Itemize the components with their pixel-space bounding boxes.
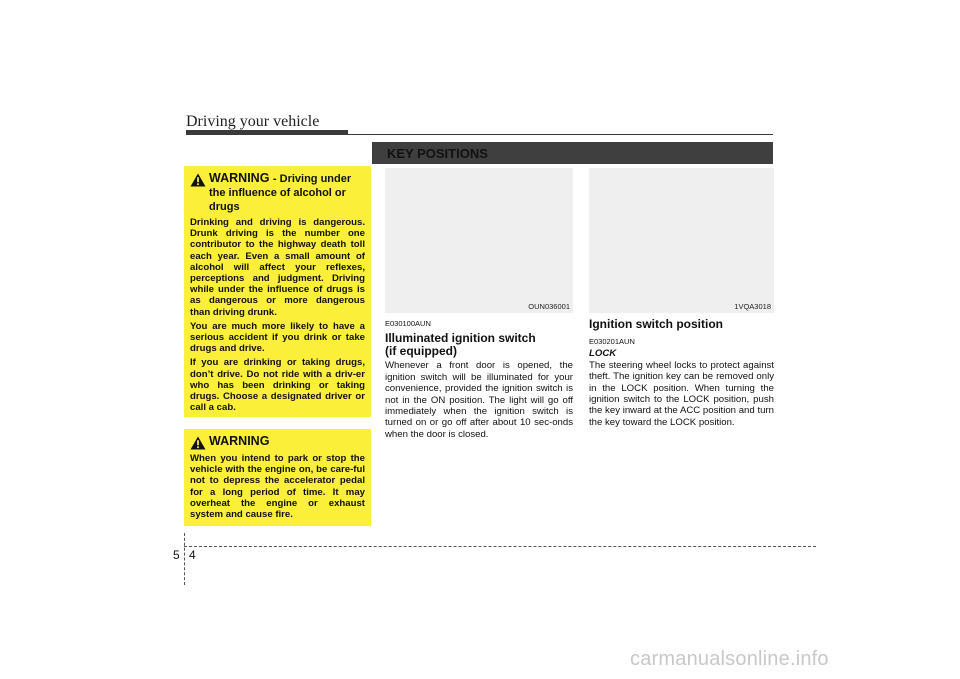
section-title: KEY POSITIONS — [387, 146, 488, 161]
section-code: E030201AUN — [589, 337, 635, 346]
section-ignition-position — [589, 318, 774, 428]
warning-subheading-3: drugs — [209, 201, 240, 213]
section-body: The steering wheel locks to protect against theft. The ignition key can be removed only in the LOCK position. When turning the ignition switch to the LOCK position, push the key inward at the ACC position and turn the key toward the LOCK position. — [589, 359, 774, 428]
watermark: carmanualsonline.info — [630, 648, 829, 670]
warning-label: WARNING — [209, 171, 270, 185]
figure-code: OUN036001 — [528, 302, 570, 311]
figure-ignition-illumination — [385, 168, 573, 313]
lock-label: LOCK — [589, 348, 617, 360]
warning-box-overheat — [184, 429, 371, 526]
warning-heading — [190, 172, 365, 214]
section-code: E030100AUN — [385, 319, 431, 328]
section-illuminated-switch — [385, 318, 573, 440]
page-header-title: Driving your vehicle — [186, 113, 320, 130]
header-rule — [186, 134, 773, 135]
warning-subheading-1: - Driving under — [272, 173, 352, 185]
warning-triangle-icon — [190, 173, 206, 187]
warning-paragraph: When you intend to park or stop the vehicle with the engine on, be care-ful not to depress the accelerator pedal for a long period of time. It may overheat the engine or exhaust system and cause fire. — [190, 453, 365, 521]
warning-subheading-2: the influence of alcohol or — [209, 187, 346, 199]
page-number: 4 — [189, 548, 196, 562]
footer-divider — [184, 533, 185, 585]
warning-heading — [190, 435, 365, 450]
warning-paragraph: You are much more likely to have a serious accident if you drink or take drugs and drive. — [190, 320, 365, 355]
warning-paragraph: Drinking and driving is dangerous. Drunk driving is the number one contributor to the highway death toll each year. Even a small amount of alcohol will affect your reflexes, perceptions and judgment. Driving while under the influence of drugs is as dangerous or more dangerous than driving drunk. — [190, 217, 365, 318]
warning-box-alcohol — [184, 166, 371, 417]
footer-rule — [184, 546, 816, 547]
warning-label: WARNING — [209, 434, 270, 448]
chapter-number: 5 — [173, 548, 180, 562]
warning-paragraph: If you are drinking or taking drugs, don’t drive. Do not ride with a driv-er who has been drinking or taking drugs. Choose a designated driver or call a cab. — [190, 357, 365, 414]
section-body: Whenever a front door is opened, the ignition switch will be illuminated for your convenience, provided the ignition switch is not in the ON position. The light will go off immediately when the ignition switch is turned on or go off after about 10 sec-onds when the door is closed. — [385, 360, 573, 440]
figure-code: 1VQA3018 — [734, 302, 771, 311]
section-heading-line2: (if equipped) — [385, 344, 457, 359]
warning-triangle-icon — [190, 436, 206, 450]
section-heading: Ignition switch position — [589, 317, 723, 331]
section-heading-line1: Illuminated ignition switch — [385, 331, 536, 346]
figure-ignition-positions — [589, 168, 774, 313]
